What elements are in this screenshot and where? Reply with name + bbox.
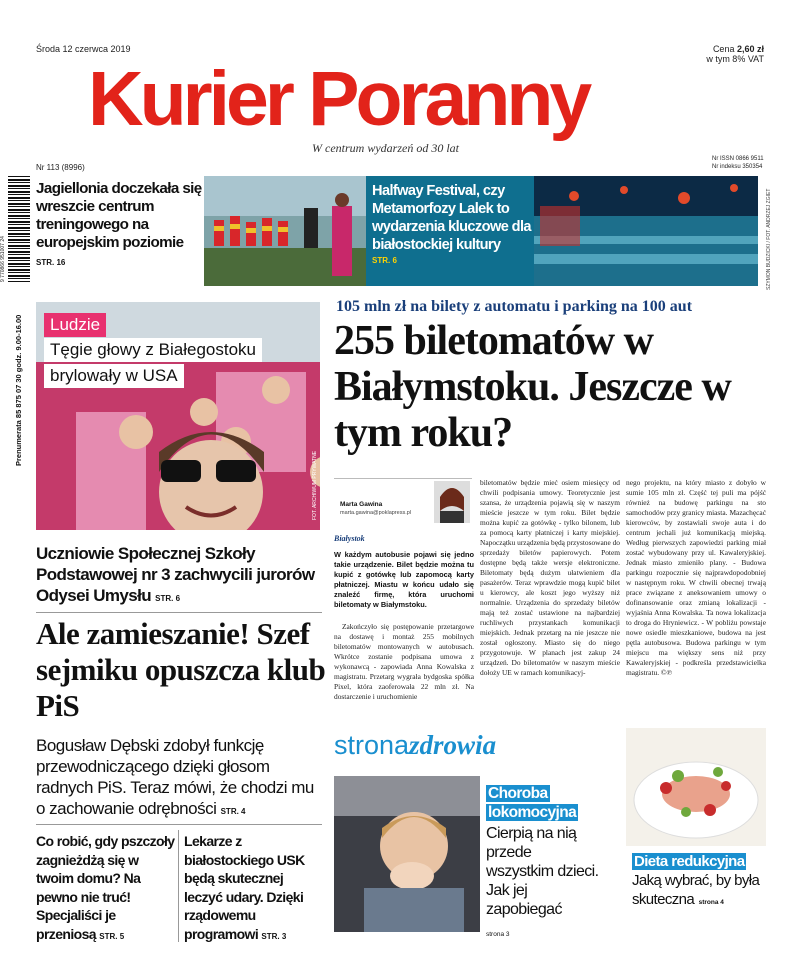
brief-page: STR. 3 xyxy=(261,931,287,941)
teaser-page: STR. 16 xyxy=(36,258,66,267)
main-kicker: 105 mln zł na bilety z automatu i parking na 100 aut xyxy=(336,298,693,315)
photo-credit-side: SZYMON BUDZICKI / FOT. ANDRZEJ ZGIET xyxy=(766,188,772,290)
ludzie-line1: Tęgie głowy z Białegostoku xyxy=(44,338,262,362)
politics-lead[interactable] xyxy=(36,735,326,822)
story1-title: Choroba lokomocyjna xyxy=(488,785,577,821)
health-story-motion[interactable] xyxy=(486,784,600,938)
brief-page: STR. 5 xyxy=(99,931,125,941)
author-byline xyxy=(334,478,472,524)
price-value: 2,60 zł xyxy=(736,44,764,54)
child-motion-sickness-photo xyxy=(334,776,480,932)
issn-number: Nr ISSN 0866 9511 xyxy=(712,156,764,162)
index-number: Nr indeksu 350354 xyxy=(712,164,763,170)
caption-page: STR. 6 xyxy=(155,594,181,603)
teaser-page: STR. 6 xyxy=(372,256,397,265)
masthead-title: Kurier Poranny xyxy=(88,56,589,142)
brief-text: Co robić, gdy pszczoły zagnieżdżą się w twoim domu? Na pewno nie truć! Specjaliści je przeniosą xyxy=(36,833,175,942)
festival-crowd-photo xyxy=(534,176,758,286)
main-body-col1: Zakończyło się postępowanie przetargowe na dostawę i montaż 255 mobilnych biletomatów montowanych w autobusach. Wkrótce zostanie podpisana umowa z wykonawcą - zapowiada Anna Kowalska z magistratu. Przetarg wygrała bydgoska spółka Pixel, która zaoferowała 22 mln zł. Na dostarczenie i uruchomienie xyxy=(334,622,474,701)
stroke-brief[interactable] xyxy=(184,832,324,946)
health-section-title[interactable] xyxy=(334,730,496,760)
story2-text: Jaką wybrać, by była skuteczna xyxy=(632,872,760,908)
divider xyxy=(36,824,322,825)
bees-brief[interactable] xyxy=(36,832,176,946)
football-training-photo xyxy=(204,176,366,286)
barcode-digits: 9 770866 951007 24 xyxy=(0,236,6,282)
ludzie-tag: Ludzie xyxy=(44,313,106,337)
vat-note: w tym 8% VAT xyxy=(706,54,764,64)
issue-date: Środa 12 czerwca 2019 xyxy=(36,44,131,54)
brief-text: Lekarze z białostockiego USK będą skutecznej leczyć udary. Dzięki rządowemu programowi xyxy=(184,833,305,942)
teaser-headline: Halfway Festival, czy Metamorfozy Lalek to wydarzenia kluczowe dla białostockiej kultury xyxy=(372,183,531,253)
subscription-vertical: Prenumerata 85 875 07 30 godz. 9.00-16.00 xyxy=(14,314,23,466)
caption-text: Uczniowie Społecznej Szkoły Podstawowej nr 3 zachwycili jurorów Odysei Umysłu xyxy=(36,544,315,605)
divider xyxy=(178,830,179,942)
issue-number: Nr 113 (8996) xyxy=(36,163,85,172)
author-email: marta.gawina@poklapress.pl xyxy=(340,510,412,516)
photo-credit: FOT. ARCHIWUM PRYWATNE xyxy=(312,450,318,520)
health-title-a: strona xyxy=(334,730,410,760)
politics-headline[interactable]: Ale zamieszanie! Szef sejmiku opuszcza klub PiS xyxy=(36,616,326,723)
teaser-jagiellonia[interactable] xyxy=(36,176,366,286)
story1-text: Cierpią na nią przede wszystkim dzieci. Jak jej zapobiegać xyxy=(486,825,599,918)
main-headline[interactable]: 255 biletomatów w Białymstoku. Jeszcze w tym roku? xyxy=(334,318,731,456)
price-label: Cena xyxy=(712,44,735,54)
teaser-headline: Jagiellonia doczekała się wreszcie centrum treningowego na europejskim poziomie xyxy=(36,180,202,251)
ludzie-caption[interactable] xyxy=(36,543,326,609)
masthead-tagline: W centrum wydarzeń od 30 lat xyxy=(312,141,459,155)
author-name: Marta Gawina xyxy=(340,501,383,508)
dateline: Białystok xyxy=(334,534,365,543)
divider xyxy=(36,612,322,613)
issn-box xyxy=(712,155,764,171)
politics-lead-text: Bogusław Dębski zdobył funkcję przewodniczącego dzięki głosom radnych PiS. Teraz mówi, że chodzi mu o zachowanie odrębności xyxy=(36,736,314,818)
author-avatar xyxy=(434,481,470,523)
main-body-col2: biletomatów będzie mieć osiem miesięcy od chwili podpisania umowy. Teoretycznie jest szansa, że urządzenia pojawią się w naszym mieście jeszcze w tym roku. Bilet będzie można kupić za gotówkę - tylko bilonem, lub za pomocą karty płatniczej i karty miejskiej. Napoczątku urządzenia będą przystosowane do sprzedaży biletów papierowych. Potem dostępne będą także wersje elektroniczne. Biletomaty będą dużym ułatwieniem dla pasażerów. Teraz wprawdzie mogą kupić bilet u kierowcy, ale koszt jego wyższy niż normalnie. Urządzenia do sprzedaży biletów mają też zostać ustawione na najbardziej ruchliwych przystankach komunikacji miejskich. Jednak przetarg na nie jeszcze nie został ogłoszony. Miasto się do niego przygotowuje. W planach jest zakup 24 urządzeń. Do biletomatów w naszym mieście dołoży UE w ramach komunikacyj- xyxy=(480,478,620,677)
barcode xyxy=(8,176,30,282)
ludzie-line2: brylowały w USA xyxy=(44,364,184,388)
main-body-col3: nego projektu, na który miasto z dobyło w sumie 105 mln zł. Część tej puli ma pójść również na budowę parkingu na sto samochodów przy granicy miasta. Mazachęcać kierowców, by zostawiali swoje auta i do centrum jechali już komunikacją miejską. Według pierwszych zapowiedzi parking miał zostać wybudowany przy ul. Kawaleryjskiej. Jednak miasto zmieniło plany. - Budowa parkingu rozpocznie się najprawdopodobniej w następnym roku. W chwili obecnej trwają prace związane z aneksowaniem umowy o dofinansowanie oraz zmianą lokalizacji - wyjaśnia Anna Kowalska. Ta nowa lokalizacja to droga do Hryniewicz. - W pobliżu powstaje nowe osiedle mieszkaniowe, budowa na jest pętla autobusowa. Budowa parkingu w tym miejscu ma większy sens niż przy Kawaleryjskiej - podkreśla przedstawicielka magistratu. ©℗ xyxy=(626,478,766,677)
diet-food-photo xyxy=(626,728,766,846)
health-title-b: zdrowia xyxy=(409,730,497,760)
health-story-diet[interactable] xyxy=(632,852,766,909)
story1-page: strona 3 xyxy=(486,931,510,938)
politics-page: STR. 4 xyxy=(220,807,246,816)
story2-page: strona 4 xyxy=(698,899,724,906)
main-lead: W każdym autobusie pojawi się jedno takie urządzenie. Bilet będzie można tu kupić z gotówkę lub zapomocą karty płatniczej. Miastu w końcu udało się znaleźć firmę, która uruchomi biletomaty w Białymstoku. xyxy=(334,550,474,610)
teaser-halfway[interactable] xyxy=(366,176,758,286)
story2-title: Dieta redukcyjna xyxy=(634,853,745,870)
